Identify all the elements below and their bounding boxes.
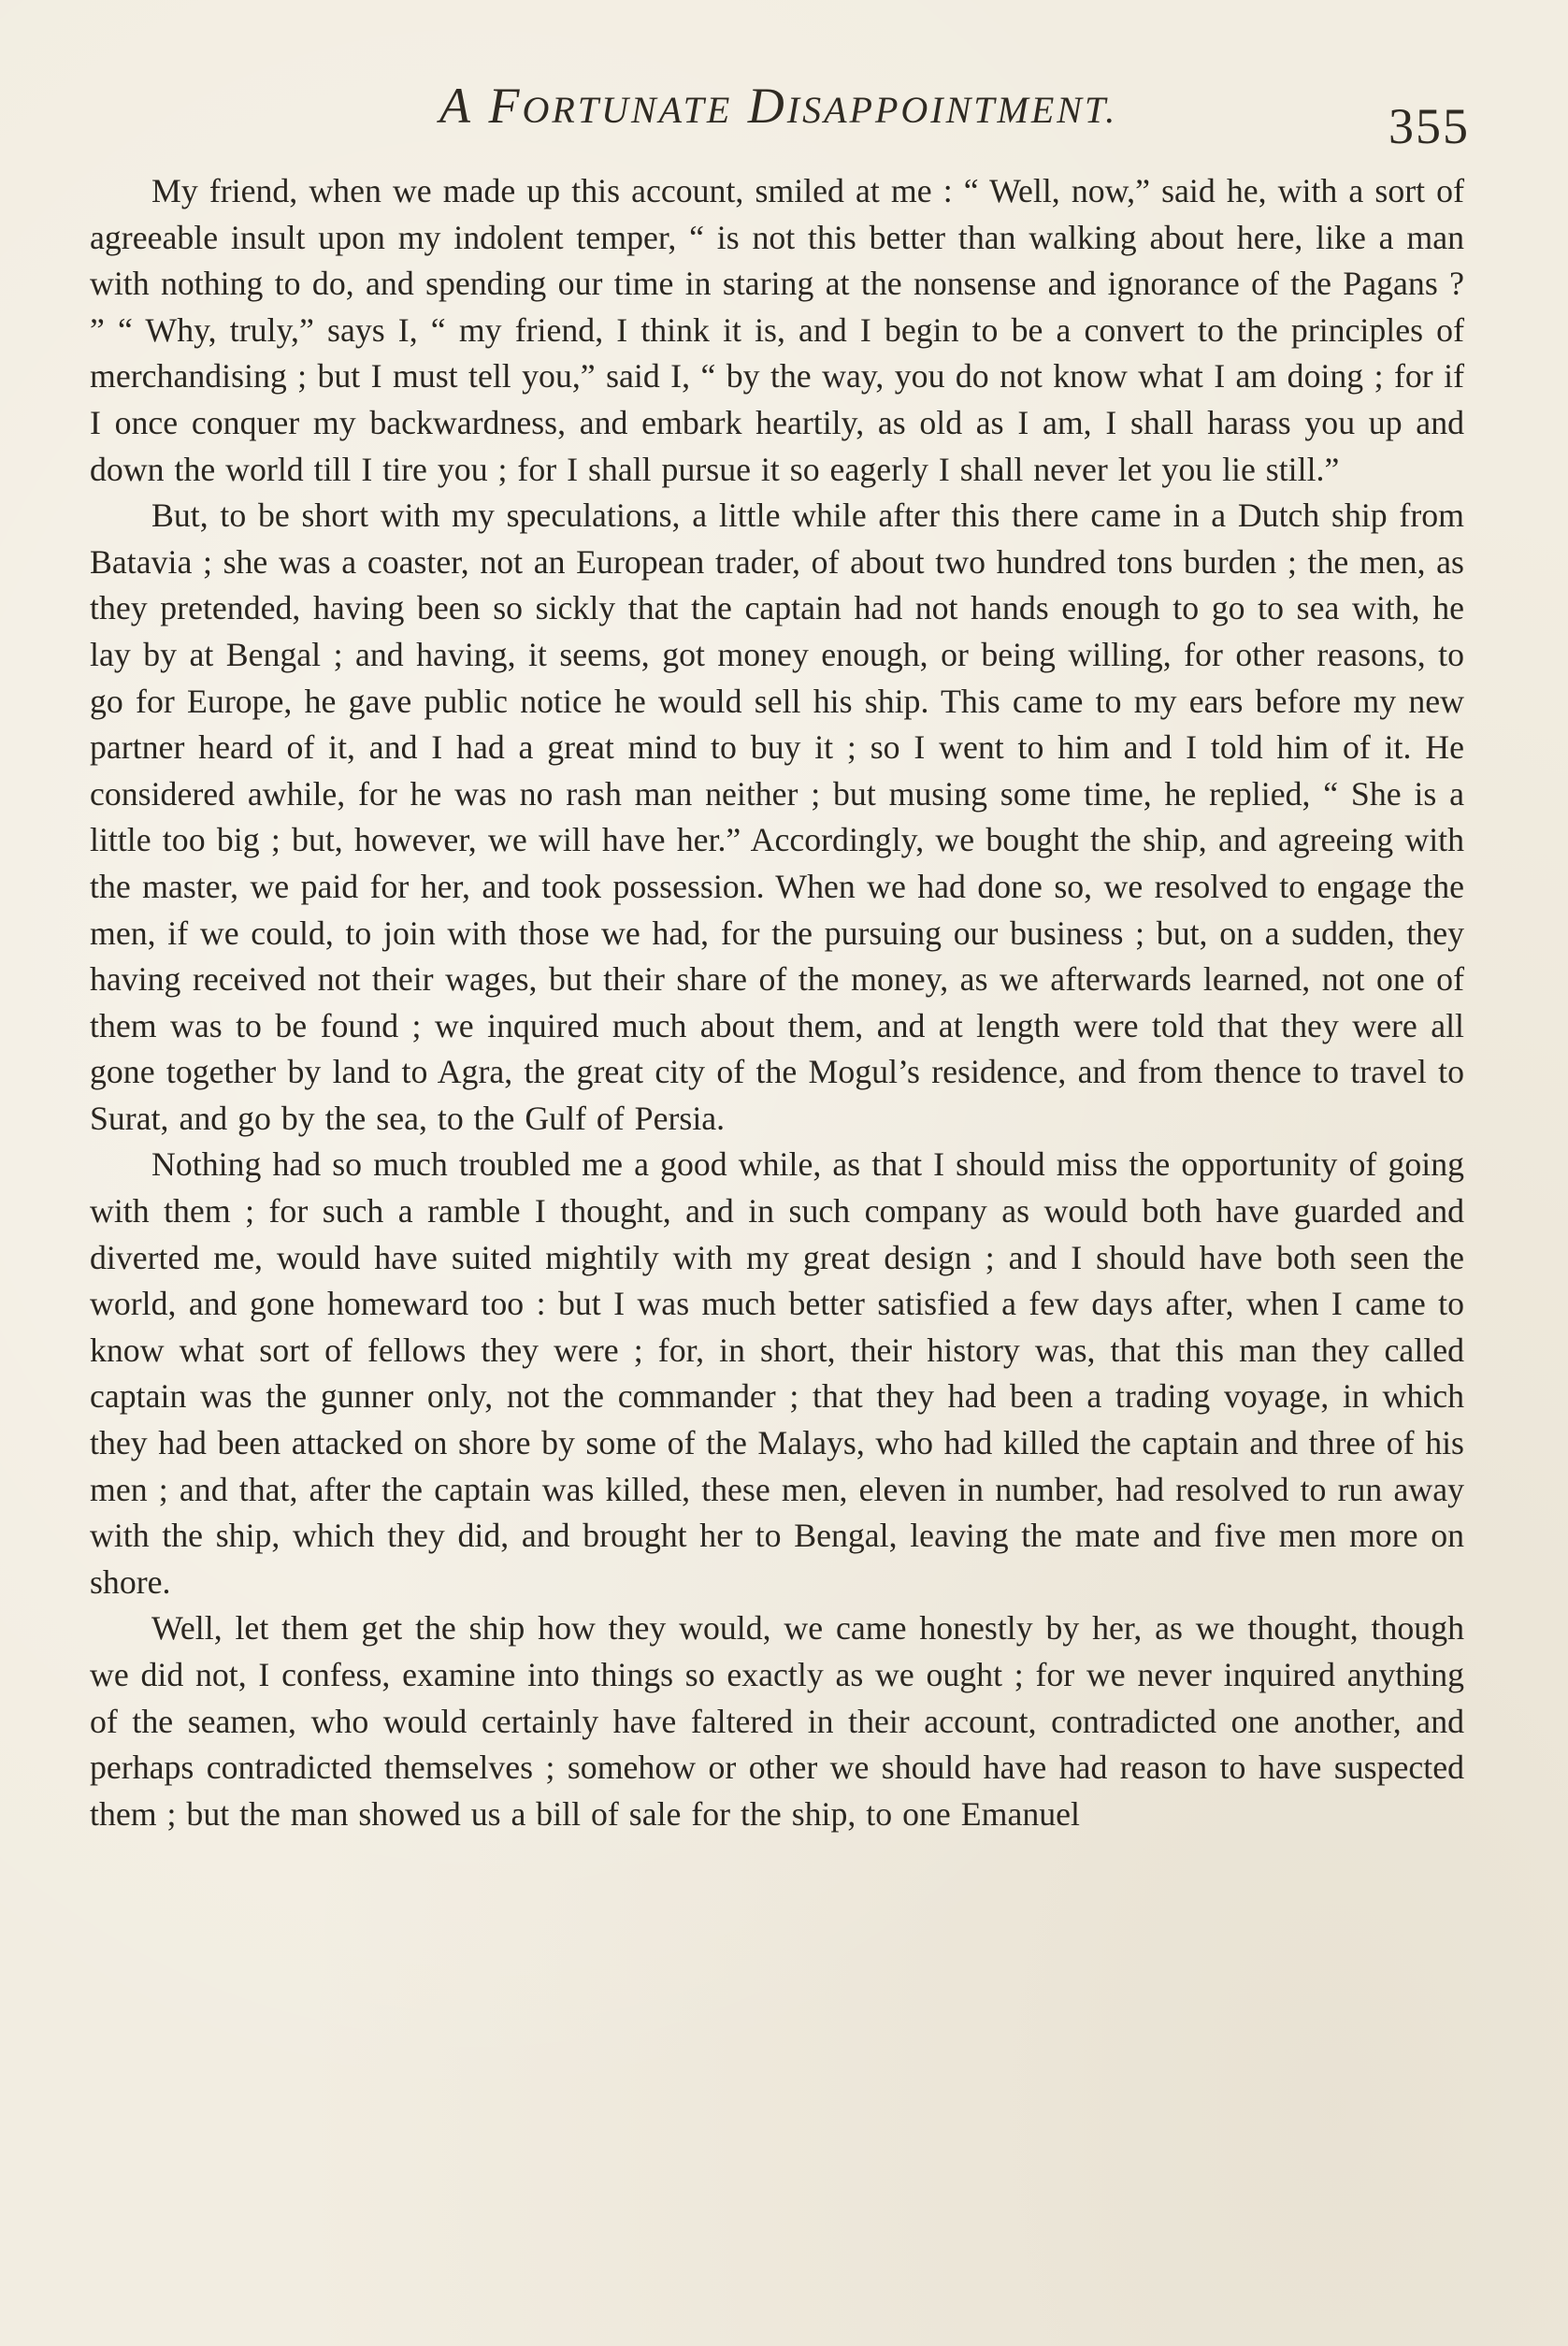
title-word2-rest: ISAPPOINTMENT. <box>786 89 1118 131</box>
title-word1-initial: F <box>488 78 523 134</box>
title-prefix: A <box>439 78 473 134</box>
title-word2-initial: D <box>747 78 787 134</box>
paragraph: But, to be short with my speculations, a little while after this there came in a Dutch ship from Batavia ; she was a coaster, not an European trader, of about two hundred tons burden ; the men, as they pretended, having been so sickly that the captain had not hands enough to go to sea with, he lay by at Bengal ; and having, it seems, got money enough, or being willing, for other reasons, to go for Europe, he gave public notice he would sell his ship. This came to my ears before my new partner heard of it, and I had a great mind to buy it ; so I went to him and I told him of it. He considered awhile, for he was no rash man neither ; but musing some time, he replied, “ She is a little too big ; but, however, we will have her.” Accordingly, we bought the ship, and agreeing with the master, we paid for her, and took possession. When we had done so, we resolved to engage the men, if we could, to join with those we had, for the pursuing our business ; but, on a sudden, they having received not their wages, but their share of the money, as we afterwards learned, not one of them was to be found ; we inquired much about them, and at length were told that they were all gone together by land to Agra, the great city of the Mogul’s residence, and from thence to travel to Surat, and go by the sea, to the Gulf of Persia. <box>90 497 1464 1137</box>
paragraph: Well, let them get the ship how they would, we came honestly by her, as we thought, though we did not, I confess, examine into things so exactly as we ought ; for we never inquired anything of the seamen, who would certainly have faltered in their account, contradicted one another, and perhaps contradicted themselves ; somehow or other we should have had reason to have suspected them ; but the man showed us a bill of sale for the ship, to one Emanuel <box>90 1609 1464 1833</box>
title-word1-rest: ORTUNATE <box>522 89 733 131</box>
paragraph: My friend, when we made up this account, smiled at me : “ Well, now,” said he, with a sort of agreeable insult upon my indolent temper, “ is not this better than walking about here, like a man with nothing to do, and spending our time in staring at the nonsense and ignorance of the Pagans ? ” “ Why, truly,” says I, “ my friend, I think it is, and I begin to be a convert to the principles of merchandising ; but I must tell you,” said I, “ by the way, you do not know what I am doing ; for if I once conquer my backwardness, and embark heartily, as old as I am, I shall harass you up and down the world till I tire you ; for I shall pursue it so eagerly I shall never let you lie still.” <box>90 172 1464 488</box>
paragraph: Nothing had so much troubled me a good while, as that I should miss the opportunity of going with them ; for such a ramble I thought, and in such company as would both have guarded and diverted me, would have suited mightily with my great design ; and I should have both seen the world, and gone homeward too : but I was much better satisfied a few days after, when I came to know what sort of fellows they were ; for, in short, their history was, that this man they called captain was the gunner only, not the commander ; that they had been a trading voyage, in which they had been attacked on shore by some of the Malays, who had killed the captain and three of his men ; and that, after the captain was killed, these men, eleven in number, had resolved to run away with the ship, which they did, and brought her to Bengal, leaving the mate and five men more on shore. <box>90 1145 1464 1601</box>
page-number: 355 <box>1388 98 1470 154</box>
body-text <box>90 168 1464 1837</box>
page-header <box>0 77 1568 154</box>
running-title <box>439 77 1117 135</box>
